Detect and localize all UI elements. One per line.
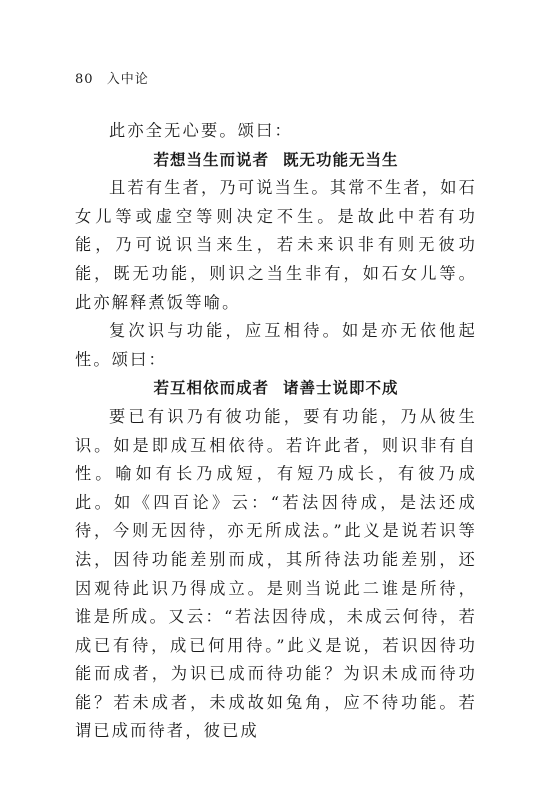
book-title: 入中论 <box>106 72 149 87</box>
page-body <box>75 117 477 746</box>
verse-line <box>75 374 477 403</box>
paragraph: 此亦全无心要。颂曰： <box>109 121 293 140</box>
page-number: 80 <box>75 72 94 87</box>
paragraph: 且若有生者，乃可说当生。其常不生者，如石女儿等或虚空等则决定不生。是故此中若有功能，乃可说识当来生，若未来识非有则无彼功能，既无功能，则识之当生非有，如石女儿等。此亦解释煮饭等喻。 <box>75 178 477 312</box>
verse-line-second: 既无功能无当生 <box>283 150 399 169</box>
verse-line-first: 若互相依而成者 <box>153 379 269 398</box>
running-header <box>75 72 149 88</box>
verse-line <box>75 146 477 175</box>
verse-line-second: 诸善士说即不成 <box>283 379 399 398</box>
verse-line-first: 若想当生而说者 <box>153 150 269 169</box>
paragraph: 要已有识乃有彼功能，要有功能，乃从彼生识。如是即成互相依待。若许此者，则识非有自性。喻如有长乃成短，有短乃成长，有彼乃成此。如《四百论》云：“若法因待成，是法还成待，今则无因待，亦无所成法。”此义是说若识等法，因待功能差别而成，其所待法功能差别，还因观待此识乃得成立。是则当说此二谁是所待，谁是所成。又云：“若法因待成，未成云何待，若成已有待，成已何用待。”此义是说，若识因待功能而成者，为识已成而待功能？为识未成而待功能？若未成者，未成故如兔角，应不待功能。若谓已成而待者，彼已成 <box>75 406 477 741</box>
paragraph: 复次识与功能，应互相待。如是亦无依他起性。颂曰： <box>75 321 477 369</box>
